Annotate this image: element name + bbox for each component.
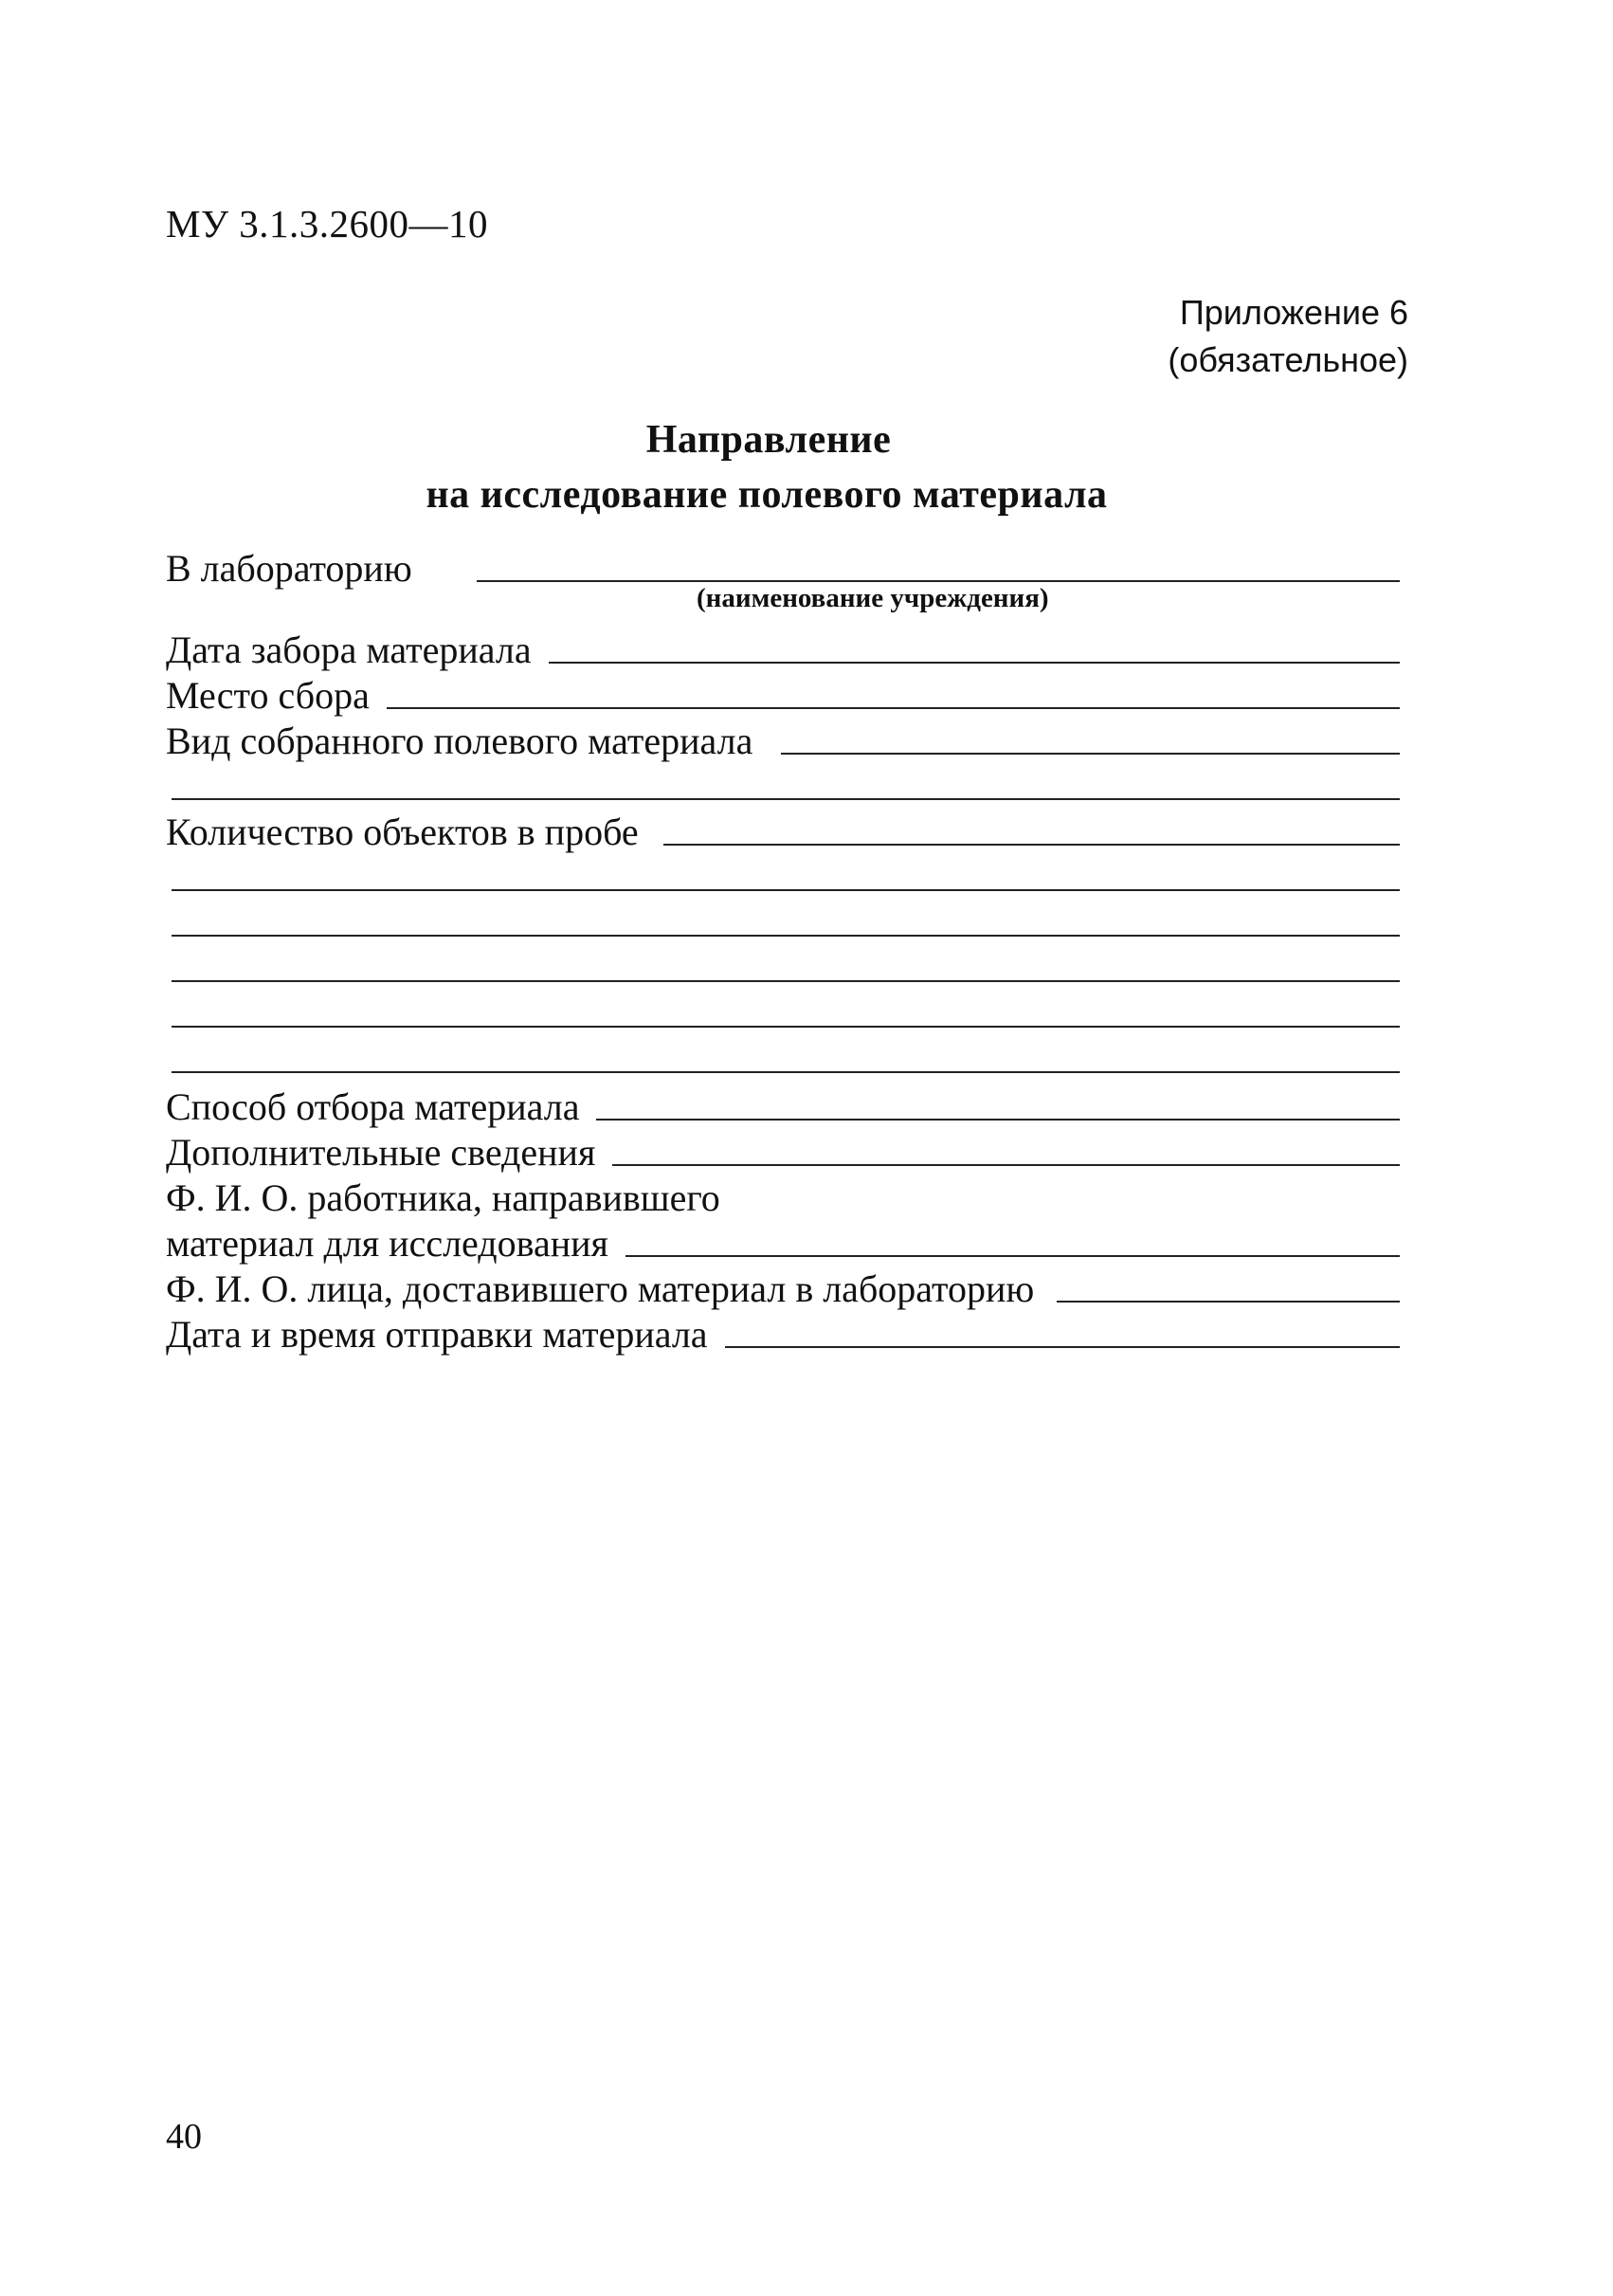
document-code: МУ 3.1.3.2600—10: [166, 202, 488, 246]
blank-field[interactable]: [172, 1026, 1400, 1028]
collection-date-label: Дата забора материала: [166, 629, 532, 671]
collection-date-field[interactable]: [549, 662, 1400, 664]
sender-field[interactable]: [625, 1255, 1400, 1257]
material-type-row: [166, 715, 1400, 760]
sender-label-line1: Ф. И. О. работника, направившего: [166, 1176, 720, 1219]
form-subtitle: на исследование полевого материала: [426, 473, 1108, 517]
blank-field[interactable]: [172, 1071, 1400, 1073]
material-type-extra-row: [166, 760, 1400, 806]
sender-row-2: [166, 1217, 1400, 1263]
additional-info-field[interactable]: [612, 1164, 1400, 1166]
collection-place-row: [166, 669, 1400, 715]
additional-info-row: [166, 1126, 1400, 1172]
collection-place-label: Место сбора: [166, 674, 370, 717]
blank-field[interactable]: [172, 889, 1400, 891]
blank-row: [166, 851, 1400, 897]
laboratory-label: В лабораторию: [166, 547, 412, 590]
blank-row: [166, 988, 1400, 1033]
blank-row: [166, 942, 1400, 988]
form-title: Направление: [645, 418, 892, 462]
deliverer-row: [166, 1263, 1400, 1308]
sender-label-line2: материал для исследования: [166, 1222, 608, 1265]
blank-row: [166, 897, 1400, 942]
page-number: 40: [166, 2117, 202, 2157]
sender-row-1: [166, 1172, 1400, 1217]
dispatch-datetime-row: [166, 1308, 1400, 1354]
material-type-label: Вид собранного полевого материала: [166, 720, 753, 762]
appendix-heading: [1168, 289, 1408, 384]
blank-field[interactable]: [172, 980, 1400, 982]
material-type-field[interactable]: [781, 753, 1400, 755]
material-type-extra-field[interactable]: [172, 798, 1400, 800]
sampling-method-label: Способ отбора материала: [166, 1085, 580, 1128]
laboratory-row: [166, 542, 1400, 588]
collection-date-row: [166, 624, 1400, 669]
appendix-note: (обязательное): [1168, 340, 1408, 379]
deliverer-field[interactable]: [1057, 1301, 1400, 1303]
sampling-method-field[interactable]: [596, 1119, 1400, 1121]
deliverer-label: Ф. И. О. лица, доставившего материал в лабораторию: [166, 1267, 1035, 1310]
dispatch-datetime-field[interactable]: [725, 1346, 1400, 1348]
objects-count-label: Количество объектов в пробе: [166, 811, 639, 853]
dispatch-datetime-label: Дата и время отправки материала: [166, 1313, 708, 1356]
laboratory-field[interactable]: [477, 580, 1400, 582]
collection-place-field[interactable]: [387, 707, 1400, 709]
appendix-title: Приложение 6: [1179, 293, 1408, 332]
objects-count-row: [166, 806, 1400, 851]
blank-field[interactable]: [172, 935, 1400, 937]
blank-row: [166, 1033, 1400, 1079]
laboratory-caption: (наименование учреждения): [697, 583, 1049, 613]
objects-count-field[interactable]: [663, 844, 1400, 846]
additional-info-label: Дополнительные сведения: [166, 1131, 596, 1174]
sampling-method-row: [166, 1081, 1400, 1126]
